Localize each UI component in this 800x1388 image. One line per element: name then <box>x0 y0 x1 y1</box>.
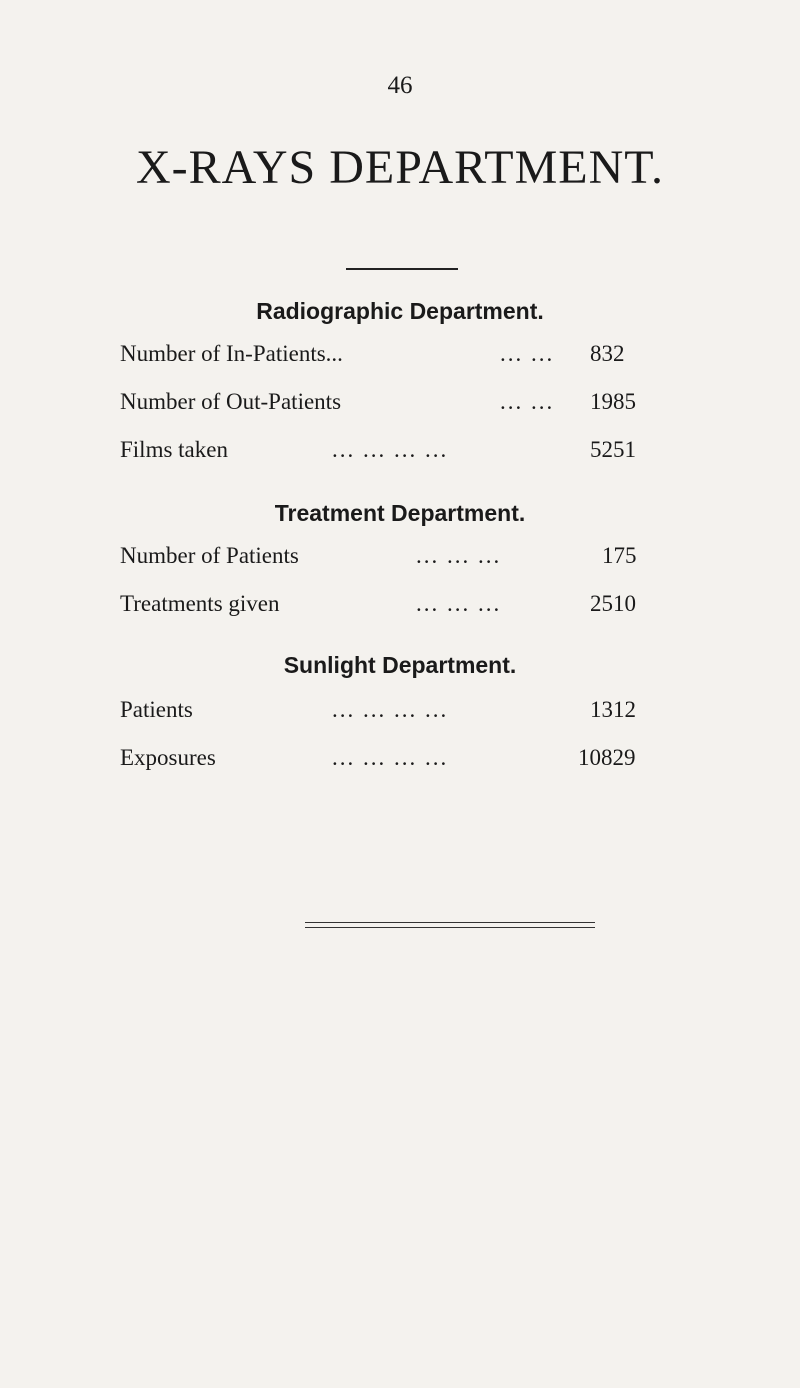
row-leaders: ... ... <box>500 341 555 366</box>
table-row <box>120 386 682 418</box>
row-label: Number of Out-Patients <box>120 389 342 414</box>
row-value: 1312 <box>590 697 636 722</box>
table-row <box>120 434 682 466</box>
page-title: X-RAYS DEPARTMENT. <box>135 141 665 194</box>
row-label: Treatments given <box>120 591 280 616</box>
table-row <box>120 694 682 726</box>
row-label: Number of Patients <box>120 543 299 568</box>
section-heading-treatment: Treatment Department. <box>274 500 526 526</box>
bottom-rule-upper <box>305 922 595 923</box>
row-leaders: ... ... ... ... <box>332 697 449 722</box>
row-label: Films taken <box>120 437 228 462</box>
row-value: 10829 <box>578 745 636 770</box>
section-heading-sunlight: Sunlight Department. <box>283 652 517 678</box>
row-value: 175 <box>602 543 637 568</box>
row-leaders: ... ... ... <box>416 591 502 616</box>
page-number: 46 <box>387 72 413 99</box>
row-leaders: ... ... <box>500 389 555 414</box>
row-value: 832 <box>590 341 625 366</box>
row-value: 2510 <box>590 591 636 616</box>
row-leaders: ... ... ... <box>416 543 502 568</box>
title-divider <box>346 268 458 270</box>
row-leaders: ... ... ... ... <box>332 437 449 462</box>
row-value: 1985 <box>590 389 636 414</box>
row-value: 5251 <box>590 437 636 462</box>
bottom-rule-lower <box>305 927 595 928</box>
row-leaders: ... ... ... ... <box>332 745 449 770</box>
row-label: Patients <box>120 697 193 722</box>
row-label: Number of In-Patients... <box>120 341 343 366</box>
table-row <box>120 588 682 620</box>
table-row <box>120 338 682 370</box>
table-row <box>120 540 682 572</box>
row-label: Exposures <box>120 745 216 770</box>
section-heading-radiographic: Radiographic Department. <box>256 298 544 324</box>
table-row <box>120 742 682 774</box>
